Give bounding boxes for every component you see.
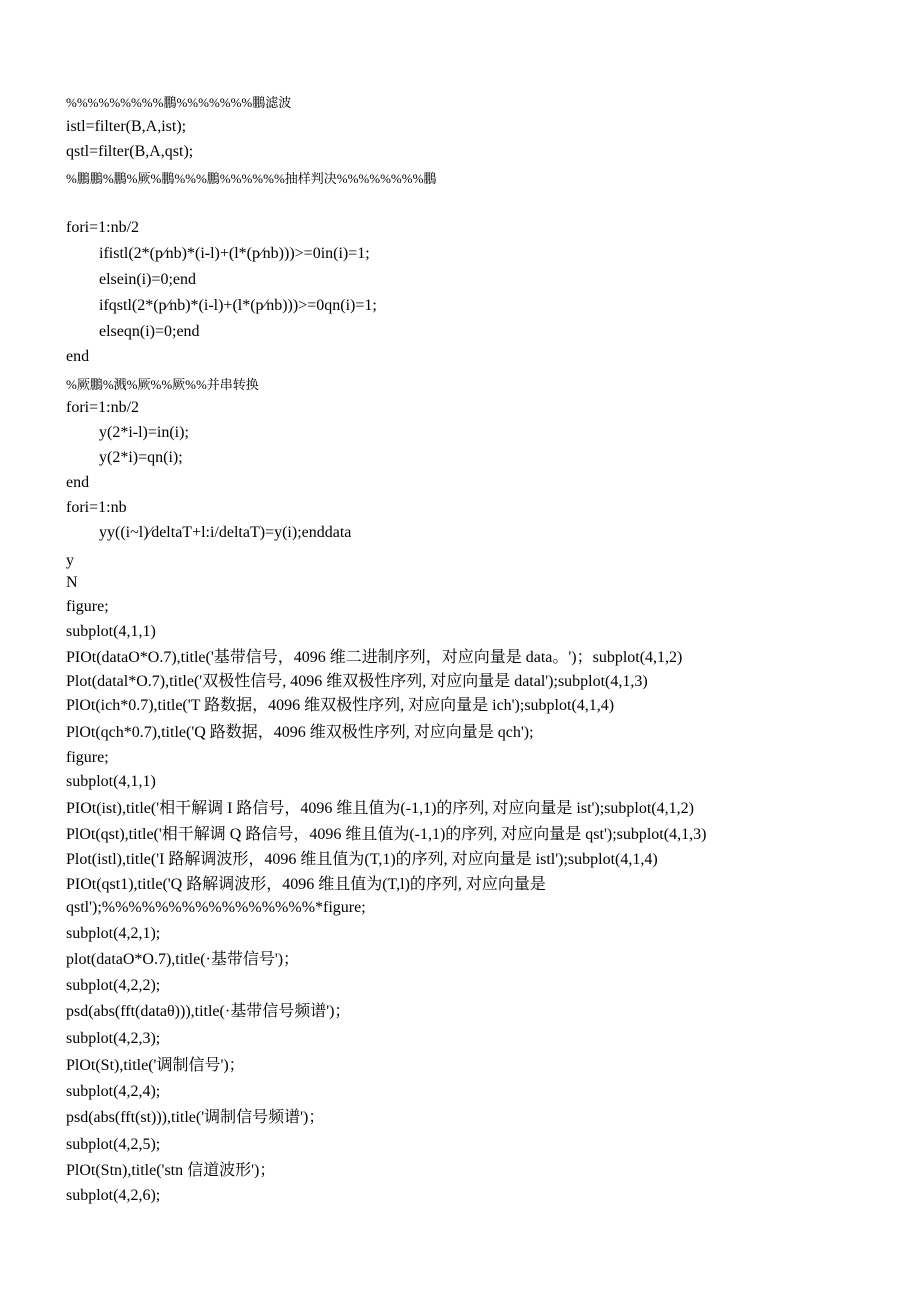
code-line: subplot(4,2,3); — [66, 1030, 161, 1047]
code-line: Plot(istl),title('I 路解调波形，4096 维且值为(T,1)的序列, 对应向量是 istl');subplot(4,1,4) — [66, 851, 658, 868]
code-line: PlOt(qch*0.7),title('Q 路数据，4096 维双极性序列, 对应向量是 qch'); — [66, 724, 534, 741]
code-line: fori=1:nb/2 — [66, 219, 140, 236]
code-line: subplot(4,1,1) — [66, 623, 156, 640]
comment-sampling: %鵬鵬%鵬%厥%鵬%%%鵬%%%%%%抽样判决%%%%%%%%鵬 — [66, 171, 437, 186]
code-line: subplot(4,2,5); — [66, 1136, 161, 1153]
code-line: PlOt(qst),title('相干解调 Q 路信号，4096 维且值为(-1,1)的序列, 对应向量是 qst');subplot(4,1,3) — [66, 826, 707, 843]
code-line: istl=filter(B,A,ist); — [66, 118, 187, 135]
code-line: subplot(4,1,1) — [66, 773, 156, 790]
code-line: N — [66, 574, 78, 591]
comment-parallel-serial: %厥鵬%溅%厥%%厥%%并串转换 — [66, 377, 259, 392]
code-line: psd(abs(fft(st))),title('调制信号频谱')； — [66, 1109, 325, 1126]
code-line: qstl');%%%%%%%%%%%%%%%%*figure; — [66, 899, 366, 916]
code-line: PIOt(ist),title('相干解调 I 路信号，4096 维且值为(-1,1)的序列, 对应向量是 ist');subplot(4,1,2) — [66, 800, 694, 817]
code-line: subplot(4,2,1); — [66, 925, 161, 942]
code-line: ifistl(2*(p⁄nb)*(i-l)+(l*(p⁄nb)))>=0in(i)=1; — [99, 245, 370, 262]
code-line: subplot(4,2,6); — [66, 1187, 161, 1204]
code-line: fori=1:nb — [66, 499, 127, 516]
code-line: elseqn(i)=0;end — [99, 323, 200, 340]
code-line: figure; — [66, 749, 109, 766]
code-line: subplot(4,2,2); — [66, 977, 161, 994]
code-line: PIOt(qst1),title('Q 路解调波形，4096 维且值为(T,l)的序列, 对应向量是 — [66, 876, 546, 893]
code-line: figure; — [66, 598, 109, 615]
code-line: psd(abs(fft(dataθ))),title(·基带信号频谱')； — [66, 1003, 351, 1020]
code-line: end — [66, 348, 90, 365]
code-line: y — [66, 552, 74, 569]
code-line: y(2*i-l)=in(i); — [99, 424, 189, 441]
code-line: subplot(4,2,4); — [66, 1083, 161, 1100]
code-line: yy((i~l)⁄deltaT+l:i/deltaT)=y(i);enddata — [99, 524, 352, 541]
code-line: end — [66, 474, 90, 491]
code-line: Plot(datal*O.7),title('双极性信号, 4096 维双极性序列, 对应向量是 datal');subplot(4,1,3) — [66, 673, 648, 690]
code-line: elsein(i)=0;end — [99, 271, 196, 288]
code-line: PlOt(St),title('调制信号')； — [66, 1057, 245, 1074]
code-line: PlOt(Stn),title('stn 信道波形')； — [66, 1162, 276, 1179]
code-line: plot(dataO*O.7),title(·基带信号')； — [66, 951, 300, 968]
code-line: PIOt(dataO*O.7),title('基带信号，4096 维二进制序列，对应向量是 data。')；subplot(4,1,2) — [66, 649, 683, 666]
code-line: fori=1:nb/2 — [66, 399, 140, 416]
comment-filter: %%%%%%%%%鵬%%%%%%%鵬滤波 — [66, 95, 292, 110]
code-line: ifqstl(2*(p⁄nb)*(i-l)+(l*(p⁄nb)))>=0qn(i)=1; — [99, 297, 377, 314]
code-line: PlOt(ich*0.7),title('T 路数据，4096 维双极性序列, 对应向量是 ich');subplot(4,1,4) — [66, 697, 615, 714]
code-line: y(2*i)=qn(i); — [99, 449, 183, 466]
code-line: qstl=filter(B,A,qst); — [66, 143, 194, 160]
